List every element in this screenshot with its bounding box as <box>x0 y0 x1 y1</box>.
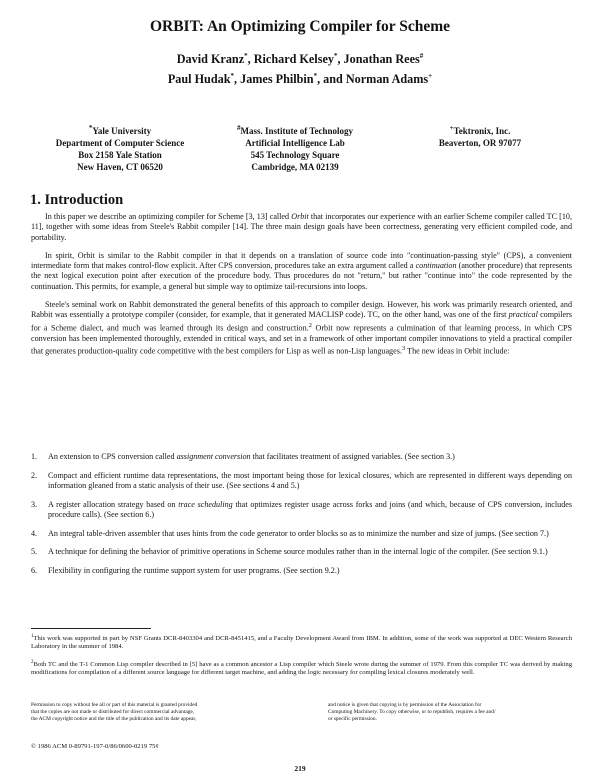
author-mark: * <box>230 72 234 81</box>
permission-right: and notice is given that copying is by permission of the Association for Computing Machinery. To copy otherwise, or to republish, requires a fee and/ or specific permission. <box>328 702 496 723</box>
list-item: 4. An integral table-driven assembler that uses hints from the code generator to order blocks so as to minimize the number and size of jumps. (See section 7.) <box>31 528 549 538</box>
author-mark: * <box>313 72 318 81</box>
affiliation-line: Cambridge, MA 02139 <box>251 162 339 172</box>
affiliation-line: Department of Computer Science <box>55 138 185 148</box>
list-item: 1. An extension to CPS conversion called assignment conversion that facilitates treatment of assigned variables. (See section 3.) <box>31 452 455 461</box>
footnote-1: $^1$This work was supported in part by NSF Grants DCR-8403304 and DCR-8451415, and a Faculty Development Award from IBM. In addition, some of the work was supported at DEC Western Research Laboratory in the summer of 1984. <box>31 634 572 651</box>
author-name: Richard Kelsey <box>253 52 334 67</box>
affiliation-tektronix <box>410 122 550 149</box>
author-mark: * <box>333 52 338 60</box>
author-sep: , <box>337 52 344 67</box>
author-mark: * <box>244 52 248 60</box>
author-and: and <box>323 72 346 87</box>
page-number: 219 <box>294 764 306 773</box>
contribution-list <box>31 452 572 584</box>
author-block <box>0 48 600 88</box>
footnote-rule <box>31 628 151 629</box>
author-line-2 <box>0 68 600 88</box>
author-line-1 <box>0 48 600 68</box>
affiliation-line: New Haven, CT 06520 <box>77 162 163 172</box>
affiliation-yale <box>40 122 200 173</box>
affiliation-line: Yale University <box>92 126 152 136</box>
author-mark: # <box>419 52 424 60</box>
affiliation-line: Mass. Institute of Technology <box>240 126 353 136</box>
affiliation-line: Beaverton, OR 97077 <box>438 138 522 148</box>
author-name: David Kranz <box>176 52 245 67</box>
author-name: Jonathan Rees <box>343 52 420 67</box>
author-sep: , <box>317 72 324 87</box>
list-item: 3. A register allocation strategy based on trace scheduling that optimizes register usage across forks and joins (and which, because of CPS conversion, includes procedure calls). (See section 6.) <box>31 499 572 519</box>
list-item: 6. Flexibility in configuring the runtime support system for user programs. (See section 9.2.) <box>31 565 340 575</box>
affiliation-line: 545 Technology Square <box>250 150 340 160</box>
affiliation-line: Tektronix, Inc. <box>453 126 511 136</box>
copyright-line: © 1986 ACM 0-89791-197-0/86/0600-0219 75¢ <box>31 743 159 750</box>
author-mark: + <box>428 72 433 81</box>
list-item: 5. A technique for defining the behavior of primitive operations in Scheme source modules rather than in the internal logic of the compiler. (See section 9.1.) <box>31 547 548 556</box>
affiliation-mark: + <box>449 124 454 132</box>
permission-left: Permission to copy without fee all or part of this material is granted provided that the copies are not made or distributed for direct commercial advantage, the ACM copyright notice and the title of the publication and its date appear, <box>31 702 198 723</box>
paragraph: In this paper we describe an optimizing compiler for Scheme [3, 13] called Orbit that incorporates our experience with an earlier Scheme compiler called TC [10, 11], together with some ideas from Steele's Rabbit compiler [14]. The three main design goals have been correctness, generating very efficient compiled code, and portability. <box>31 212 572 242</box>
author-name: James Philbin <box>240 72 314 87</box>
affiliation-mark: * <box>88 124 93 132</box>
footnote-2: $^2$Both TC and the T-1 Common Lisp compiler described in [5] have as a common ancestor a Lisp compiler which Steele wrote during the summer of 1979. From this compiler TC was derived by making modifications for compilation of a different source language for different target machine, and adding the logic necessary for compiling lexical closures moderately well. <box>31 660 572 677</box>
affiliation-mit <box>210 122 380 173</box>
affiliation-line: Artificial Intelligence Lab <box>245 138 345 148</box>
author-sep: , <box>234 72 241 87</box>
paper-title: ORBIT: An Optimizing Compiler for Scheme <box>149 18 451 35</box>
affiliation-mark: # <box>236 124 241 132</box>
author-sep: , <box>247 52 254 67</box>
author-name: Norman Adams <box>345 72 429 87</box>
paragraph: In spirit, Orbit is similar to the Rabbit compiler in that it depends on a translation of source code into "continuation-passing style" (CPS), a convenient intermediate form that makes control-flow explicit. After CPS conversion, procedures take an extra argument called a continuation (another procedure) that represents the next logical execution point after execution of the procedure body. Thus procedures do not "return," but rather "continue into" the code represented by the continuation. This permits, for example, a general but simple way to optimize tail-recursions into loops. <box>31 250 572 291</box>
body-text <box>31 212 572 365</box>
affiliation-line: Box 2158 Yale Station <box>78 150 162 160</box>
section-heading: 1. Introduction <box>30 192 124 208</box>
paragraph: Steele's seminal work on Rabbit demonstrated the general benefits of this approach to compiler design. However, his work was primarily research oriented, and Rabbit was essentially a prototype compiler (consider, for example, that it generated MACLISP code). TC, on the other hand, was one of the first practical compilers for a Scheme dialect, and much was learned through its design and construction.$^2$ Orbit now represents a culmination of that learning process, in which CPS conversion has been implemented thoroughly, extended in critical ways, and set in a framework of other important compiler innovations to yield a practical compiler that generates production-quality code competitive with the best compilers for Lisp as well as non-Lisp languages.$^3$ The new ideas in Orbit include: <box>31 300 572 356</box>
list-item: 2. Compact and efficient runtime data representations, the most important being those for lexical closures, which are represented in different ways depending on information gleaned from a static analysis of their use. (See sections 4 and 5.) <box>31 470 572 490</box>
author-name: Paul Hudak <box>167 72 231 87</box>
